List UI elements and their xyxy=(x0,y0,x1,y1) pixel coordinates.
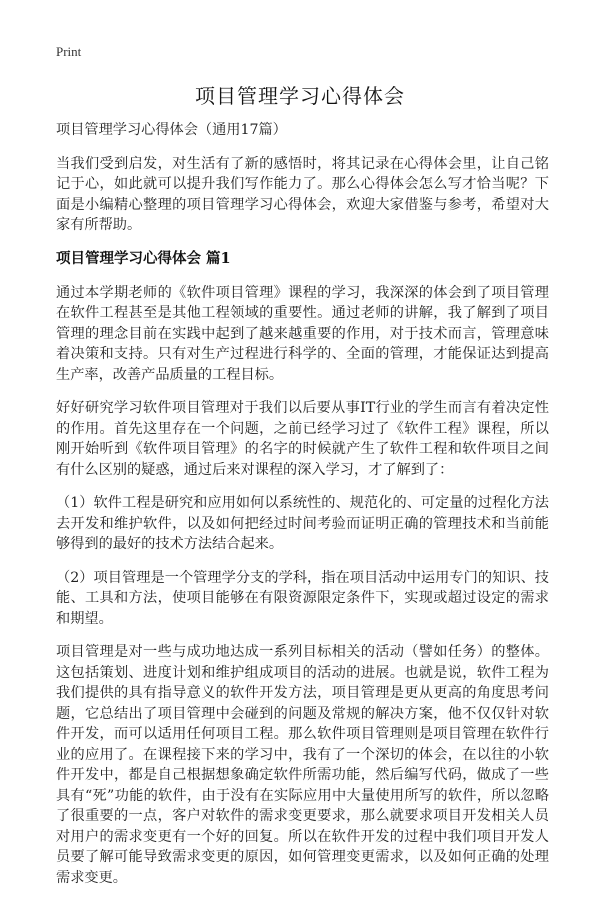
subtitle: 项目管理学习心得体会（通用17篇） xyxy=(56,122,287,138)
body-paragraph: 好好研究学习软件项目管理对于我们以后要从事IT行业的学生而言有着决定性的作用。首先这里存在一个问题，之前已经学习过了《软件工程》课程，所以刚开始听到《软件项目管理》的名字的时候就产生了软件工程和软件项目之间有什么区别的疑惑，通过后来对课程的深入学习，才了解到了： xyxy=(56,400,549,478)
body-paragraph: 通过本学期老师的《软件项目管理》课程的学习，我深深的体会到了项目管理在软件工程甚至是其他工程领域的重要性。通过老师的讲解，我了解到了项目管理的理念目前在实践中起到了越来越重要的作用，对于技术而言，管理意味着决策和支持。只有对生产过程进行科学的、全面的管理，才能保证达到提高生产率，改善产品质量的工程目标。 xyxy=(56,284,549,383)
section-heading: 项目管理学习心得体会 篇1 xyxy=(56,249,231,267)
intro-paragraph: 当我们受到启发，对生活有了新的感悟时，将其记录在心得体会里，让自己铭记于心，如此就可以提升我们写作能力了。那么心得体会怎么写才恰当呢？下面是小编精心整理的项目管理学习心得体会，欢迎大家借鉴与参考，希望对大家有所帮助。 xyxy=(56,155,549,233)
print-label: Print xyxy=(56,44,82,59)
body-paragraph: 项目管理是对一些与成功地达成一系列目标相关的活动（譬如任务）的整体。这包括策划、进度计划和维护组成项目的活动的进展。也就是说，软件工程为我们提供的具有指导意义的软件开发方法，项目管理是更从更高的角度思考问题，它总结出了项目管理中会碰到的问题及常规的解决方案，他不仅仅针对软件开发，而可以适用任何项目工程。那么软件项目管理则是项目管理在软件行业的应用了。在课程接下来的学习中，我有了一个深切的体会，在以往的小软件开发中，都是自己根据想象确定软件所需功能，然后编写代码，做成了一些具有“死”功能的软件，由于没有在实际应用中大量使用所写的软件，所以忽略了很重要的一点，客户对软件的需求变更要求，那么就要求项目开发相关人员对用户的需求变更有一个好的回复。所以在软件开发的过程中我们项目开发人员要了解可能导致需求变更的原因，如何管理变更需求，以及如何正确的处理需求变更。 xyxy=(56,644,549,886)
list-item-2: （2）项目管理是一个管理学分支的学科，指在项目活动中运用专门的知识、技能、工具和方法，使项目能够在有限资源限定条件下，实现或超过设定的需求和期望。 xyxy=(56,569,549,627)
document-body xyxy=(56,120,549,901)
page-title: 项目管理学习心得体会 xyxy=(195,84,405,108)
list-item-1: （1）软件工程是研究和应用如何以系统性的、规范化的、可定量的过程化方法去开发和维护软件，以及如何把经过时间考验而证明正确的管理技术和当前能够得到的最好的技术方法结合起来。 xyxy=(56,495,549,552)
